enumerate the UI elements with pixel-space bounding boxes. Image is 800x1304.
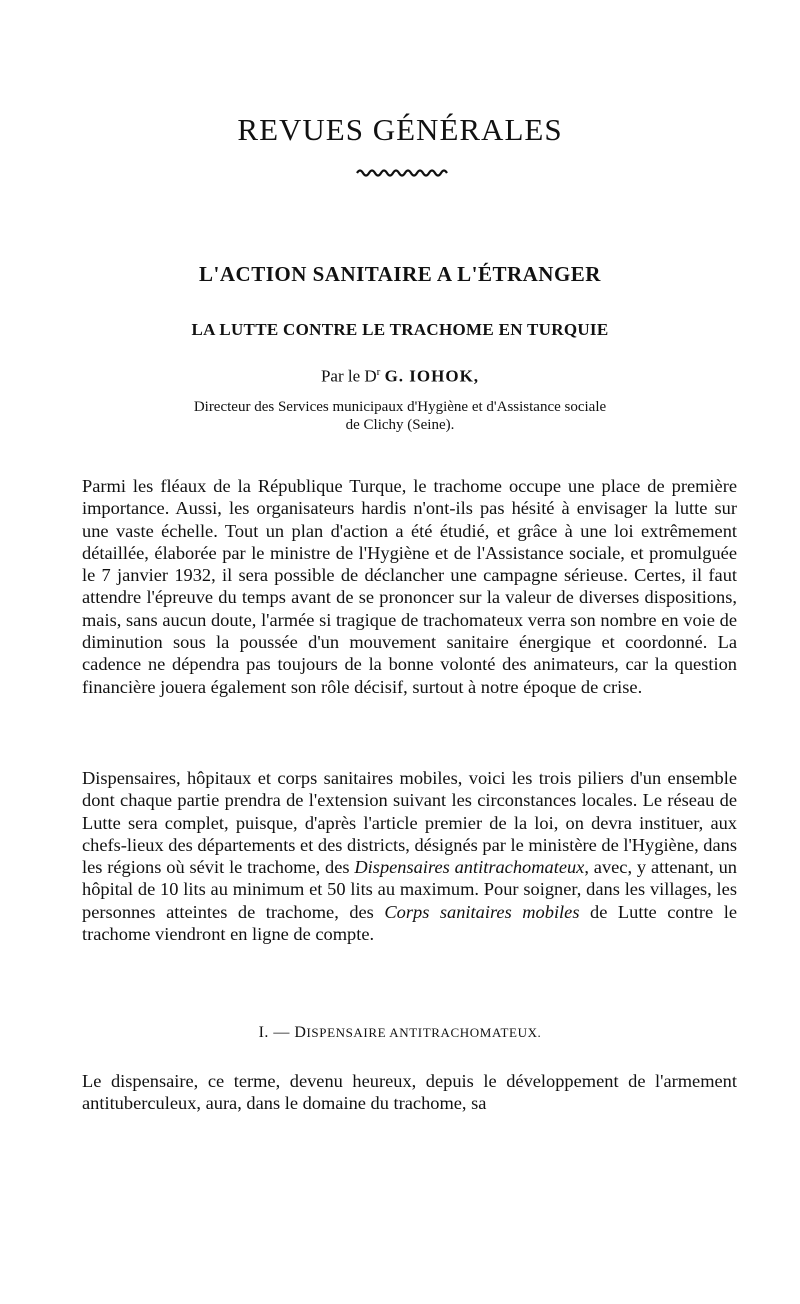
paragraph-2 xyxy=(82,767,737,945)
paragraph-2-part-2: , avec, y attenant, un hôpital de 10 lits au minimum et 50 lits au maximum. Pour soigner, dans les villages, les personnes atteintes de trachome, des xyxy=(82,857,737,922)
section-title: REVUES GÉNÉRALES xyxy=(237,112,563,147)
affiliation-line-1: Directeur des Services municipaux d'Hygiène et d'Assistance sociale xyxy=(193,399,607,415)
article-title: L'ACTION SANITAIRE A L'ÉTRANGER xyxy=(199,262,601,286)
paragraph-2-italic-1: Dispensaires antitrachomateux xyxy=(354,857,585,878)
byline-superscript: r xyxy=(376,366,381,378)
author-affiliation xyxy=(120,398,680,434)
section-heading-i xyxy=(0,1024,800,1042)
section-heading-numeral: I. — D xyxy=(258,1024,307,1041)
section-heading-text: ISPENSAIRE ANTITRACHOMATEUX. xyxy=(306,1025,542,1040)
paragraph-1: Parmi les fléaux de la République Turque, le trachome occupe une place de première importance. Aussi, les organisateurs hardis n'ont-ils pas hésité à envisager la lutte sur une vaste échelle. Tout un plan d'action a été étudié, et grâce à une loi extrêmement détaillée, élaborée par le ministre de l'Hygiène et de l'Assistance sociale, et promulguée le 7 janvier 1932, il sera possible de déclancher une campagne sérieuse. Certes, il faut attendre l'épreuve du temps avant de se prononcer sur la valeur de diverses dispositions, mais, sans aucun doute, l'armée si tragique de trachomateux verra son nombre en voie de diminution sous la poussée d'un mouvement sanitaire énergique et coordonné. La cadence ne dépendra pas toujours de la bonne volonté des animateurs, car la question financière jouera également son rôle décisif, surtout à notre époque de crise. xyxy=(82,476,737,697)
ornament-divider xyxy=(355,164,450,180)
paragraph-2-part-3: de Lutte contre le trachome viendront en ligne de compte. xyxy=(82,901,737,945)
author-name: G. IOHOK, xyxy=(384,366,480,386)
byline-prefix: Par le D xyxy=(320,366,377,386)
paragraph-3: Le dispensaire, ce terme, devenu heureux, depuis le développement de l'armement antituberculeux, aura, dans le domaine du trachome, sa xyxy=(82,1071,737,1114)
affiliation-line-2: de Clichy (Seine). xyxy=(345,417,455,433)
paragraph-2-italic-2: Corps sanitaires mobiles xyxy=(384,901,580,922)
paragraph-2-part-1: Dispensaires, hôpitaux et corps sanitaires mobiles, voici les trois piliers d'un ensemble dont chaque partie prendra de l'extension suivant les circonstances locales. Le réseau de Lutte sera complet, puisque, d'après l'article premier de la loi, on devra instituer, aux chefs-lieux des départements et des districts, désignés par le ministère de l'Hygiène, dans les régions où sévit le trachome, des xyxy=(82,768,737,878)
article-subtitle: LA LUTTE CONTRE LE TRACHOME EN TURQUIE xyxy=(191,320,609,339)
byline xyxy=(0,366,800,387)
